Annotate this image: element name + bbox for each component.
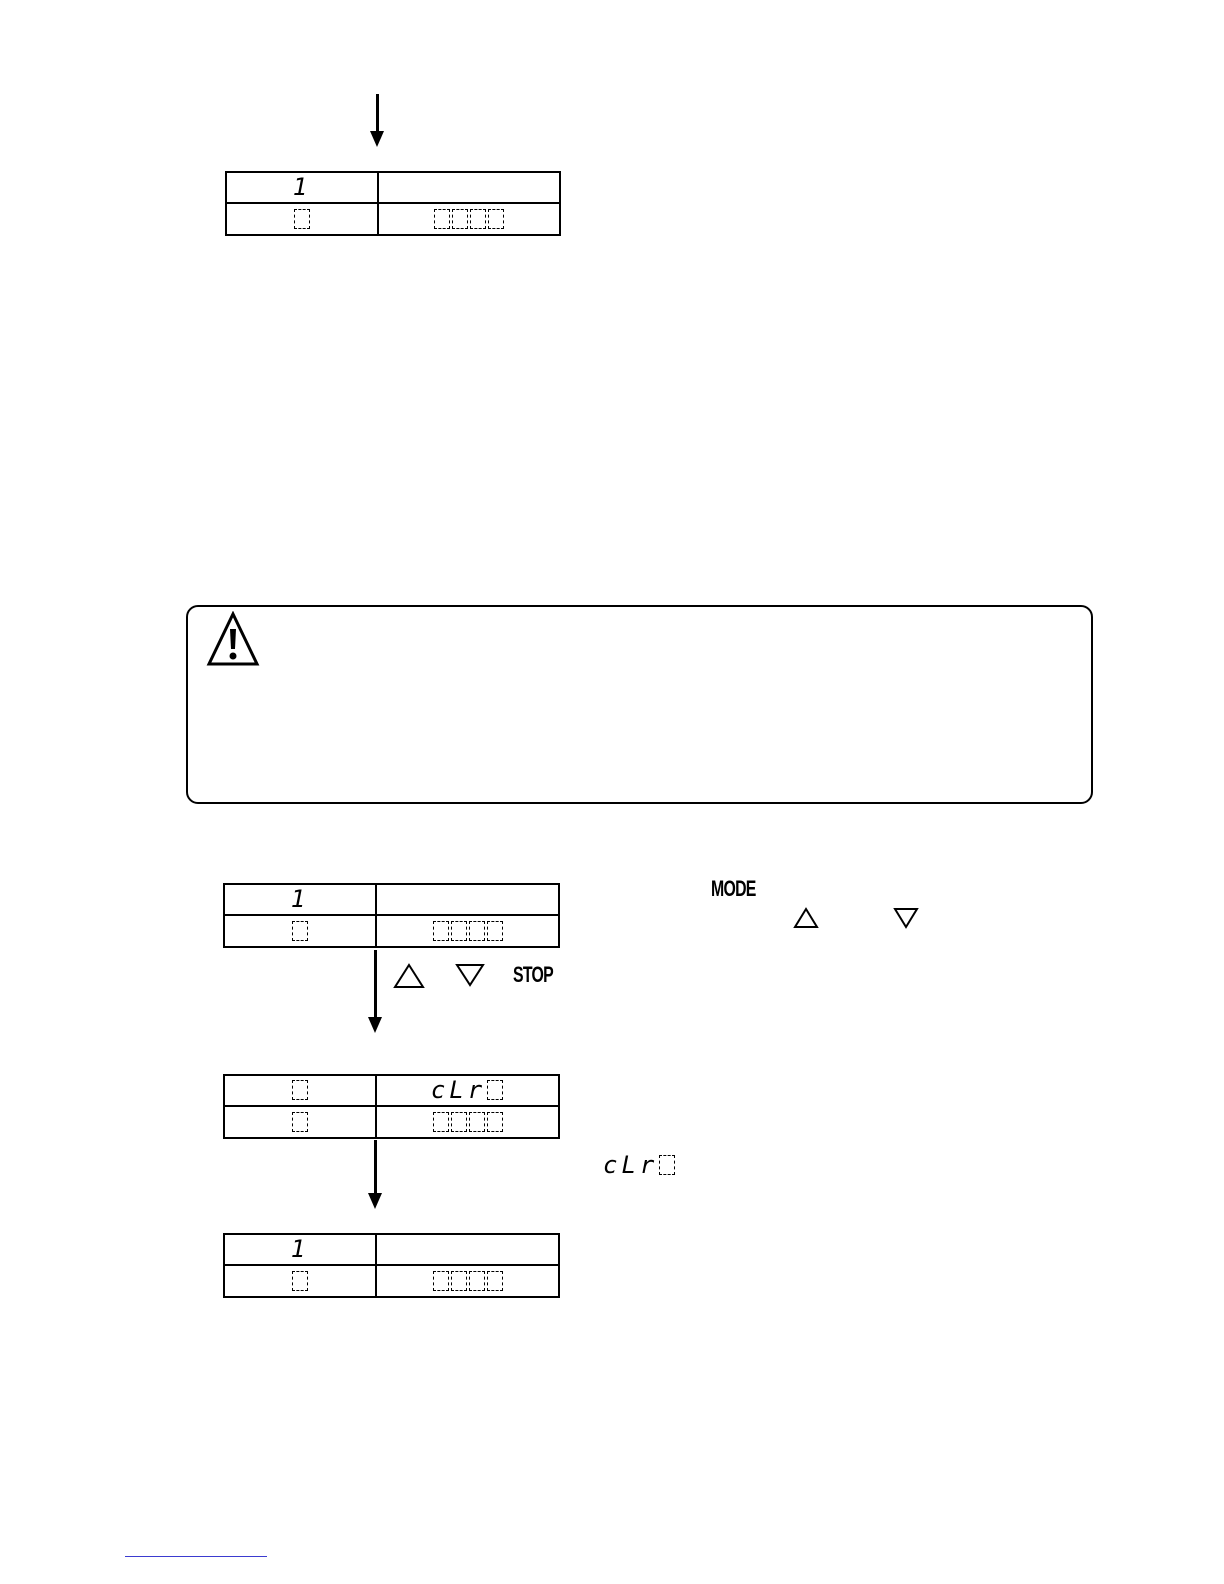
- flow-arrow-2: [374, 950, 377, 1018]
- up-triangle-icon: [393, 963, 425, 989]
- display-4-bottom-value: [377, 1266, 558, 1297]
- blank-digit: [469, 921, 485, 941]
- display-2-program-digit: 1: [225, 885, 377, 916]
- blank-digit: [452, 209, 468, 229]
- blank-digit: [469, 1271, 485, 1291]
- display-3-step-digit: [225, 1107, 377, 1138]
- blank-digit: [451, 1271, 467, 1291]
- down-triangle-icon: [893, 907, 919, 929]
- mode-key-label: MODE: [711, 876, 756, 901]
- blank-digit: [451, 1112, 467, 1132]
- blank-digit: [292, 1112, 308, 1132]
- blank-digit: [292, 1080, 308, 1100]
- display-1-program-digit: 1: [227, 173, 379, 204]
- display-1-step-digit: [227, 204, 379, 235]
- up-triangle-icon: [793, 907, 819, 929]
- display-3-program-digit: [225, 1076, 377, 1107]
- blank-digit: [487, 1271, 503, 1291]
- blank-digit: [434, 209, 450, 229]
- blank-digit: [433, 1112, 449, 1132]
- led-display-3: [223, 1074, 560, 1139]
- led-display-1: [225, 171, 561, 236]
- blank-digit: [469, 1112, 485, 1132]
- blank-digit: [487, 1080, 503, 1100]
- display-4-program-digit: 1: [225, 1235, 377, 1266]
- blank-digit: [487, 921, 503, 941]
- flow-arrow-3-head: [368, 1193, 382, 1209]
- display-3-top-value: cLr: [377, 1076, 558, 1107]
- blank-digit: [487, 1112, 503, 1132]
- display-1-top-value: [379, 173, 559, 204]
- blank-digit: [470, 209, 486, 229]
- display-2-bottom-value: [377, 916, 558, 947]
- flow-arrow-2-head: [368, 1017, 382, 1033]
- display-2-step-digit: [225, 916, 377, 947]
- led-display-4: [223, 1233, 560, 1298]
- blank-digit: [433, 1271, 449, 1291]
- blank-digit: [292, 921, 308, 941]
- stop-key-label: STOP: [513, 962, 553, 987]
- display-4-top-value: [377, 1235, 558, 1266]
- display-2-top-value: [377, 885, 558, 916]
- flow-arrow-top-head: [370, 131, 384, 147]
- blank-digit: [488, 209, 504, 229]
- warning-triangle-icon: [206, 611, 260, 667]
- display-1-bottom-value: [379, 204, 559, 235]
- clear-code-annotation: cLr: [603, 1152, 676, 1178]
- warning-box: [186, 605, 1093, 804]
- footer-divider: [125, 1556, 267, 1557]
- flow-arrow-top: [376, 94, 379, 132]
- down-triangle-icon: [455, 963, 485, 987]
- blank-digit: [433, 921, 449, 941]
- blank-digit: [659, 1155, 675, 1175]
- led-display-2: [223, 883, 560, 948]
- blank-digit: [451, 921, 467, 941]
- display-3-bottom-value: [377, 1107, 558, 1138]
- blank-digit: [294, 209, 310, 229]
- display-4-step-digit: [225, 1266, 377, 1297]
- flow-arrow-3: [374, 1140, 377, 1194]
- blank-digit: [292, 1271, 308, 1291]
